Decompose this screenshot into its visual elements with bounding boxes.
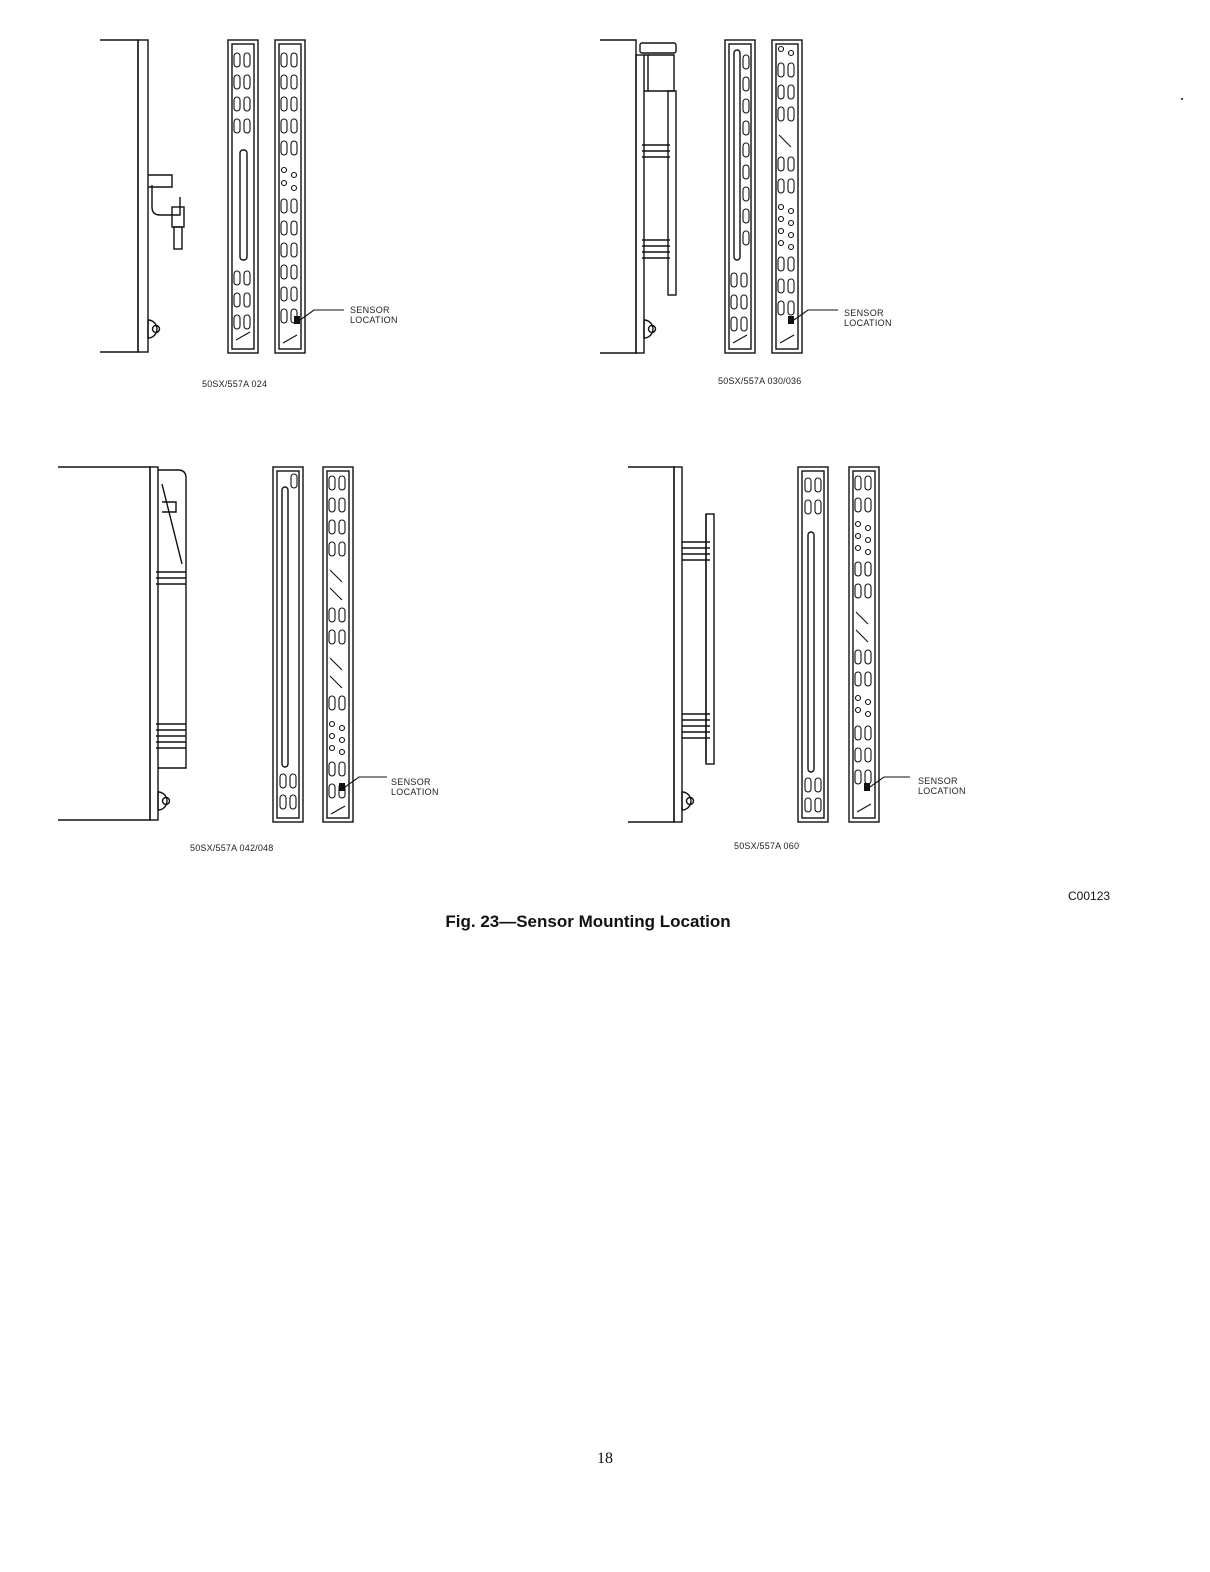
model-label-060: 50SX/557A 060: [734, 841, 800, 851]
model-label-042-048: 50SX/557A 042/048: [190, 843, 274, 853]
diagram-060: [628, 462, 988, 827]
sensor-leader-line: [870, 777, 910, 787]
sensor-leader-line: [345, 777, 387, 787]
figure-id: C00123: [1068, 889, 1111, 903]
sensor-label-024: SENSOR LOCATION: [350, 305, 398, 325]
sensor-label-030-036: SENSOR LOCATION: [844, 308, 892, 328]
figure-caption: Fig. 23—Sensor Mounting Location: [445, 912, 731, 931]
sensor-marker: [864, 783, 870, 791]
page-number: 18: [597, 1450, 613, 1467]
sensor-marker: [294, 316, 300, 324]
coil-drawing-060: [628, 462, 988, 827]
model-label-030-036: 50SX/557A 030/036: [718, 376, 802, 386]
sensor-marker: [339, 783, 345, 791]
sensor-leader-line: [794, 310, 838, 320]
scan-speck: [1181, 98, 1183, 100]
sensor-marker: [788, 316, 794, 324]
sensor-label-042-048: SENSOR LOCATION: [391, 777, 439, 797]
model-label-024: 50SX/557A 024: [202, 379, 268, 389]
coil-drawing-042-048: [58, 462, 458, 827]
sensor-label-060: SENSOR LOCATION: [918, 776, 966, 796]
diagram-042-048: [58, 462, 458, 827]
sensor-leader-line: [300, 310, 344, 320]
